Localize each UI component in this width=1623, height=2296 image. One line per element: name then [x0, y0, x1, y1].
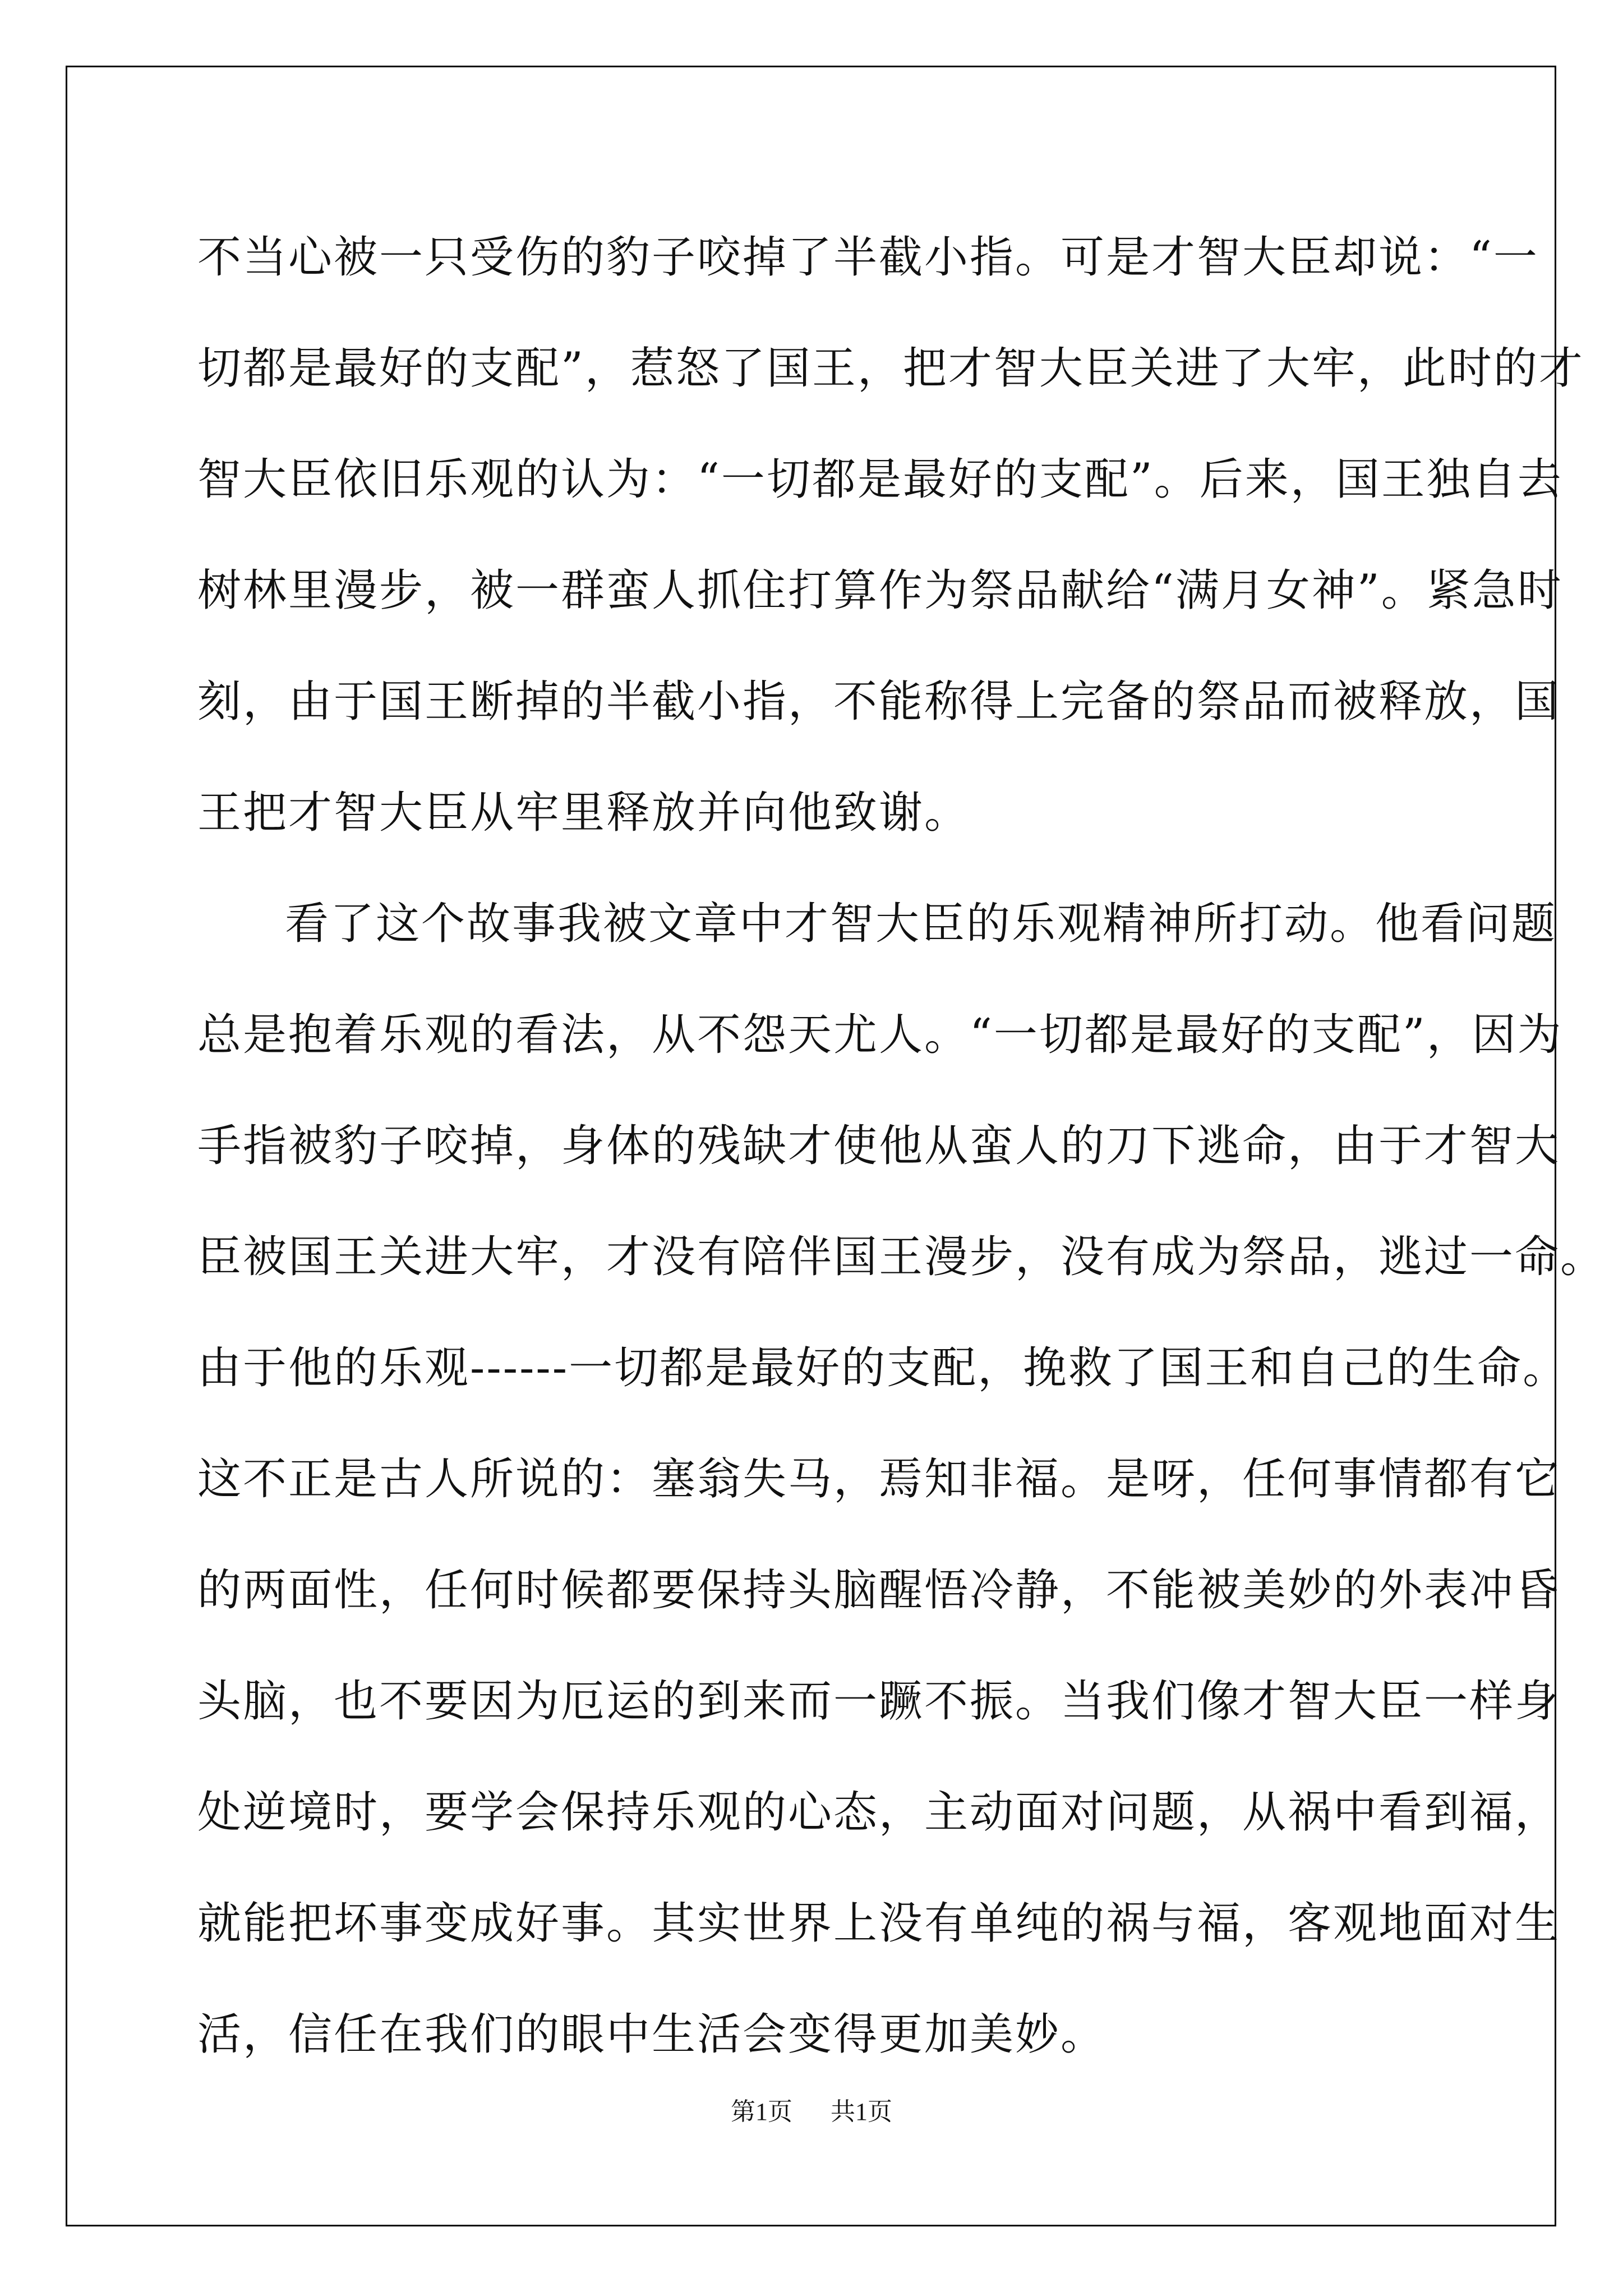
paragraph-2-line-7: 的两面性，任何时候都要保持头脑醒悟冷静，不能被美妙的外表冲昏 [197, 1565, 1561, 1616]
paragraph-1-line-6: 王把才智大臣从牢里释放并向他致谢。 [197, 788, 970, 838]
paragraph-2-line-5: 由于他的乐观------一切都是最好的支配，挽救了国王和自己的生命。 [197, 1343, 1569, 1393]
paragraph-1-line-3: 智大臣依旧乐观的认为：“一切都是最好的支配”。后来，国王独自去 [197, 454, 1563, 505]
paragraph-2-line-1: 看了这个故事我被文章中才智大臣的乐观精神所打动。他看问题 [285, 899, 1557, 949]
paragraph-2-line-3: 手指被豹子咬掉，身体的残缺才使他从蛮人的刀下逃命，由于才智大 [197, 1121, 1561, 1171]
page-footer [0, 2091, 1623, 2127]
paragraph-1-line-1: 不当心被一只受伤的豹子咬掉了半截小指。可是才智大臣却说：“一 [197, 232, 1539, 283]
paragraph-1-line-4: 树林里漫步，被一群蛮人抓住打算作为祭品献给“满月女神”。紧急时 [197, 565, 1563, 616]
document-body [197, 202, 1606, 2090]
paragraph-2-line-11: 活，信任在我们的眼中生活会变得更加美妙。 [197, 2009, 1106, 2060]
paragraph-2-line-9: 处逆境时，要学会保持乐观的心态，主动面对问题，从祸中看到福， [197, 1787, 1561, 1838]
paragraph-2-line-2: 总是抱着乐观的看法，从不怨天尤人。“一切都是最好的支配”，因为 [197, 1010, 1563, 1060]
paragraph-1-line-5: 刻，由于国王断掉的半截小指，不能称得上完备的祭品而被释放，国 [197, 677, 1561, 727]
paragraph-2-line-8: 头脑，也不要因为厄运的到来而一蹶不振。当我们像才智大臣一样身 [197, 1676, 1561, 1727]
paragraph-1-line-2: 切都是最好的支配”，惹怒了国王，把才智大臣关进了大牢，此时的才 [197, 343, 1584, 394]
total-pages: 共1页 [831, 2098, 892, 2125]
paragraph-2-line-10: 就能把坏事变成好事。其实世界上没有单纯的祸与福，客观地面对生 [197, 1898, 1561, 1949]
paragraph-2-line-4: 臣被国王关进大牢，才没有陪伴国王漫步，没有成为祭品，逃过一命。 [197, 1232, 1606, 1282]
paragraph-2-line-6: 这不正是古人所说的：塞翁失马，焉知非福。是呀，任何事情都有它 [197, 1454, 1561, 1504]
page-number: 第1页 [731, 2098, 792, 2125]
